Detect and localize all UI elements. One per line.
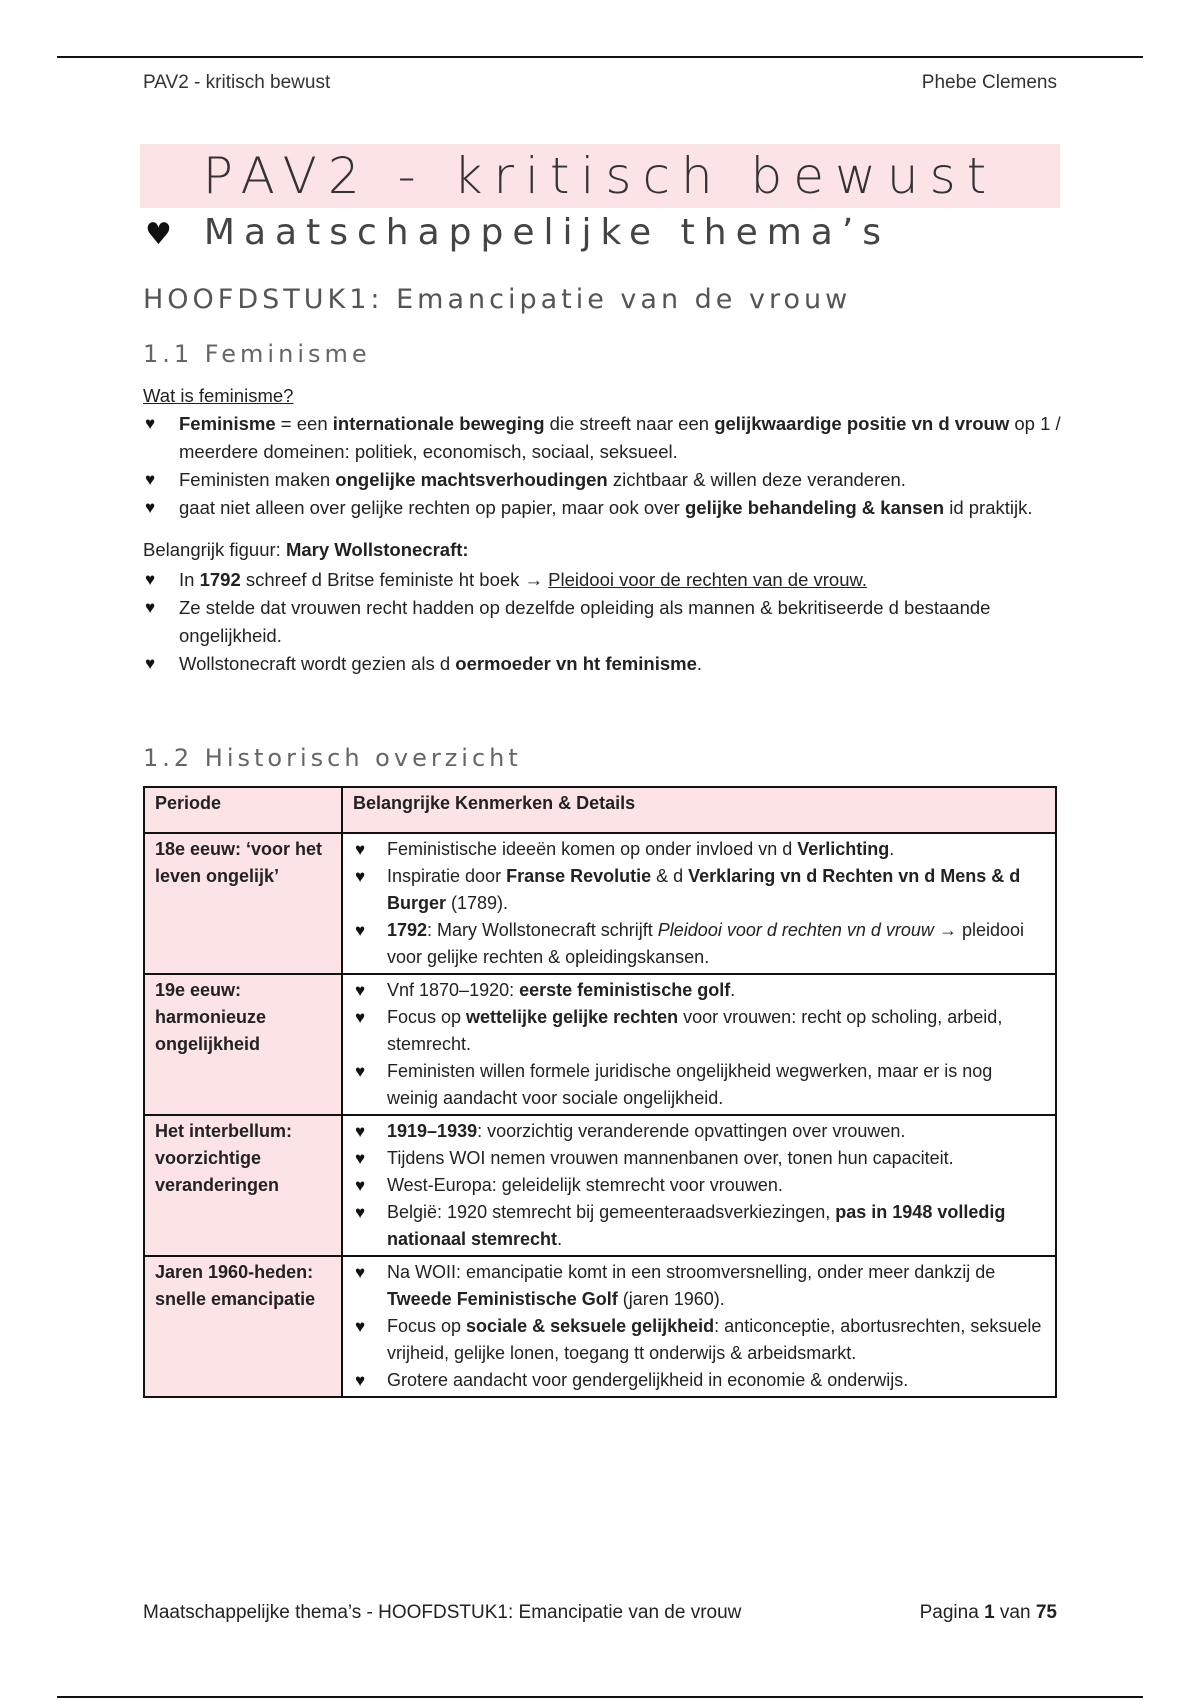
details-cell (342, 833, 1056, 974)
text: . (889, 839, 895, 859)
text: Grotere aandacht voor gendergelijkheid in economie & onderwijs. (387, 1370, 909, 1390)
text: West-Europa: geleidelijk stemrecht voor vrouwen. (387, 1175, 783, 1195)
text: Feministen maken (179, 469, 336, 490)
period-cell: 18e eeuw: ‘voor het leven ongelijk’ (144, 833, 342, 974)
list-item (353, 977, 1045, 1004)
subtitle (145, 212, 890, 253)
term: Franse Revolutie (506, 866, 652, 886)
text: id praktijk. (944, 497, 1033, 518)
figure-line (143, 536, 1063, 564)
text: (1789). (446, 893, 509, 913)
list-item (143, 494, 1063, 522)
page-current: 1 (984, 1602, 995, 1623)
subtitle-text: Maatschappelijke thema’s (203, 212, 891, 253)
text: België: 1920 stemrecht bij gemeenteraadsverkiezingen, (387, 1202, 836, 1222)
details-cell (342, 1115, 1056, 1256)
section-heading-2: 1.2 Historisch overzicht (143, 744, 522, 772)
list-item (353, 836, 1045, 863)
header-left: PAV2 - kritisch bewust (143, 72, 331, 93)
table-row (144, 833, 1056, 974)
text: voor vrouwen: recht op scholing, arbeid, stemrecht. (387, 1007, 1003, 1054)
text: = een (275, 413, 333, 434)
bottom-rule (57, 1696, 1143, 1698)
figure-label: Belangrijk figuur: (143, 539, 286, 560)
list-item (143, 410, 1063, 466)
term: ongelijke machtsverhoudingen (335, 469, 608, 490)
term: 1919–1939 (387, 1121, 478, 1141)
list-item (353, 1004, 1045, 1058)
text: : voorzichtig veranderende opvattingen over vrouwen. (477, 1121, 906, 1141)
text: . (696, 653, 702, 674)
text: Inspiratie door (387, 866, 507, 886)
text: In (179, 569, 200, 590)
list-item (143, 566, 1063, 594)
term: Tweede Feministische Golf (387, 1289, 618, 1309)
term: internationale beweging (332, 413, 545, 434)
text: : anticonceptie, abortusrechten, seksuele vrijheid, gelijke lonen, toegang tt onderwijs & arbeidsmarkt. (387, 1316, 1042, 1363)
term: wettelijke gelijke rechten (466, 1007, 679, 1027)
text: & d (651, 866, 689, 886)
term: sociale & seksuele gelijkheid (466, 1316, 715, 1336)
column-header-details: Belangrijke Kenmerken & Details (342, 787, 1056, 833)
footer-page-number (920, 1602, 1057, 1624)
section-1-content (143, 382, 1063, 678)
text: . (557, 1229, 563, 1249)
list-item (143, 466, 1063, 494)
list-item (353, 1058, 1045, 1112)
term: Verlichting (797, 839, 890, 859)
text: . (730, 980, 736, 1000)
text: Tijdens WOI nemen vrouwen mannenbanen over, tonen hun capaciteit. (387, 1148, 954, 1168)
text: zichtbaar & willen deze veranderen. (607, 469, 906, 490)
book-title: Pleidooi voor d rechten vn d vrouw (657, 920, 934, 940)
term: Verklaring vn d Rechten vn d Mens & d Burger (387, 866, 1021, 913)
list-item (353, 1199, 1045, 1253)
table-row (144, 1256, 1056, 1397)
term: Feminisme (179, 413, 276, 434)
period-cell: Het interbellum: voorzichtige veranderingen (144, 1115, 342, 1256)
footer-left: Maatschappelijke thema’s - HOOFDSTUK1: Emancipatie van de vrouw (143, 1602, 742, 1623)
term: gelijke behandeling & kansen (684, 497, 945, 518)
details-cell (342, 1256, 1056, 1397)
table-row (144, 974, 1056, 1115)
text: Focus op (387, 1007, 467, 1027)
figure-name: Mary Wollstonecraft: (285, 539, 469, 560)
text: Feministische ideeën komen op onder invloed vn d (387, 839, 798, 859)
term: pas in 1948 volledig nationaal stemrecht (387, 1202, 1006, 1249)
list-item (353, 1172, 1045, 1199)
term: 1792 (387, 920, 428, 940)
text: (jaren 1960). (617, 1289, 725, 1309)
text: : Mary Wollstonecraft schrijft (427, 920, 658, 940)
text: Ze stelde dat vrouwen recht hadden op dezelfde opleiding als mannen & bekritiseerde d bestaande ongelijkheid. (179, 597, 991, 646)
list-item (143, 594, 1063, 650)
text: Wollstonecraft wordt gezien als d (179, 653, 456, 674)
list-item (353, 1313, 1045, 1367)
text: Focus op (387, 1316, 467, 1336)
question-heading: Wat is feminisme? (143, 385, 294, 406)
list-item (353, 1118, 1045, 1145)
text: op 1 / meerdere domeinen: politiek, economisch, sociaal, seksueel. (179, 413, 1061, 462)
text: Feministen willen formele juridische ongelijkheid wegwerken, maar er is nog weinig aandacht voor sociale ongelijkheid. (387, 1061, 993, 1108)
page-mid: van (994, 1602, 1036, 1623)
book-title: Pleidooi voor de rechten van de vrouw. (548, 569, 867, 590)
history-table (143, 786, 1057, 1398)
header-right: Phebe Clemens (921, 72, 1057, 93)
list-item (353, 917, 1045, 971)
term: 1792 (199, 569, 241, 590)
page-total: 75 (1035, 1602, 1057, 1623)
page-prefix: Pagina (919, 1602, 985, 1623)
column-header-period: Periode (144, 787, 342, 833)
document-title: PAV2 - kritisch bewust (140, 144, 1060, 208)
section-heading-1: 1.1 Feminisme (143, 340, 371, 368)
details-cell (342, 974, 1056, 1115)
chapter-heading: HOOFDSTUK1: Emancipatie van de vrouw (143, 284, 852, 315)
text: → pleidooi voor gelijke rechten & opleidingskansen. (387, 920, 1024, 967)
term: oermoeder vn ht feminisme (455, 653, 697, 674)
list-item (353, 1145, 1045, 1172)
term: gelijkwaardige positie vn d vrouw (714, 413, 1010, 434)
list-item (353, 863, 1045, 917)
period-cell: Jaren 1960-heden: snelle emancipatie (144, 1256, 342, 1397)
text: schreef d Britse feministe ht boek → (240, 569, 549, 590)
top-rule (57, 56, 1143, 58)
text: gaat niet alleen over gelijke rechten op papier, maar ook over (179, 497, 685, 518)
heart-icon: ♥ (145, 217, 172, 252)
text: Na WOII: emancipatie komt in een stroomversnelling, onder meer dankzij de (387, 1262, 996, 1282)
table-header-row (144, 787, 1056, 833)
list-item (353, 1259, 1045, 1313)
feminism-bullets (143, 410, 1063, 522)
list-item (143, 650, 1063, 678)
figure-bullets (143, 566, 1063, 678)
table-row (144, 1115, 1056, 1256)
list-item (353, 1367, 1045, 1394)
text: Vnf 1870–1920: (387, 980, 520, 1000)
period-cell: 19e eeuw: harmonieuze ongelijkheid (144, 974, 342, 1115)
text: die streeft naar een (544, 413, 715, 434)
term: eerste feministische golf (519, 980, 731, 1000)
